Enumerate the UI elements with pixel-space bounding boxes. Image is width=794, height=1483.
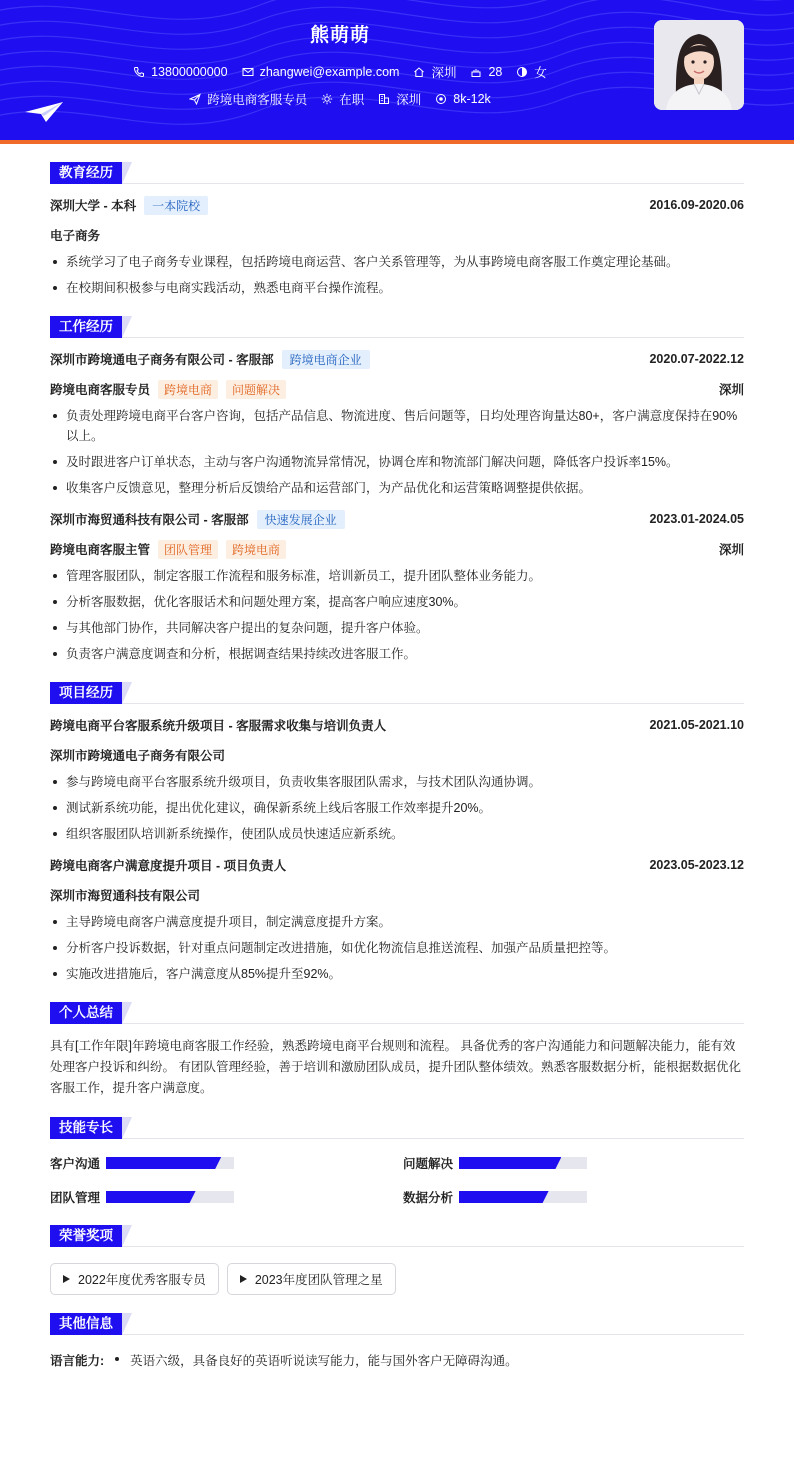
project-row [50,856,744,874]
job-bullets [50,566,744,664]
list-item: 分析客户投诉数据，针对重点问题制定改进措施，如优化物流信息推送流程、加强产品质量把控等。 [50,938,744,958]
job-title-info [189,90,307,108]
skills-section [50,1117,744,1207]
list-item: 分析客服数据，优化客服话术和问题处理方案，提高客户响应速度30%。 [50,592,744,612]
project-name: 跨境电商平台客服系统升级项目 - 客服需求收集与培训负责人 [50,719,387,733]
header-accent-line [0,140,794,144]
status-info [321,90,364,108]
company-name: 深圳市海贸通科技有限公司 - 客服部 [50,513,249,527]
section-title: 其他信息 [50,1313,122,1335]
project-bullets [50,912,744,984]
project-company: 深圳市海贸通科技有限公司 [50,889,201,903]
award-item[interactable] [227,1263,396,1295]
status-icon [321,93,333,105]
salary-value: 8k-12k [453,92,491,106]
language-value: 英语六级，具备良好的英语听说读写能力，能与国外客户无障碍沟通。 [112,1351,518,1369]
company-tag: 快速发展企业 [257,510,345,529]
city-info [413,63,456,81]
job-intent-row [0,90,680,108]
job-role-row [50,540,744,558]
project-bullets [50,772,744,844]
section-title: 荣誉奖项 [50,1225,122,1247]
section-header [50,682,744,704]
list-item: 负责处理跨境电商平台客户咨询，包括产品信息、物流进度、售后问题等，日均处理咨询量达80+，客户满意度保持在90%以上。 [50,406,744,446]
list-item: 实施改进措施后，客户满意度从85%提升至92%。 [50,964,744,984]
job-city: 深圳 [718,543,744,557]
other-section [50,1313,744,1369]
work-section [50,316,744,664]
email-info [242,63,400,81]
list-item: 及时跟进客户订单状态，主动与客户沟通物流异常情况，协调仓库和物流部门解决问题，降低客户投诉率15%。 [50,452,744,472]
skill-fill [459,1191,549,1203]
role-tag: 问题解决 [226,380,286,399]
project-period: 2023.05-2023.12 [649,858,744,872]
summary-section [50,1002,744,1099]
job-title-value: 跨境电商客服专员 [207,93,308,107]
school-name: 深圳大学 - 本科 [50,199,137,213]
major-row [50,226,744,244]
age-icon [470,66,482,78]
award-label: 2022年度优秀客服专员 [78,1273,206,1287]
section-header [50,1225,744,1247]
skill-fill [459,1157,561,1169]
status-value: 在职 [339,93,365,107]
section-title: 教育经历 [50,162,122,184]
phone-value: 13800000000 [151,65,228,79]
contact-row [0,63,680,81]
phone-info [133,63,227,81]
work-city-value: 深圳 [396,93,422,107]
role-tag: 跨境电商 [226,540,286,559]
list-item: 参与跨境电商平台客服系统升级项目，负责收集客服团队需求，与技术团队沟通协调。 [50,772,744,792]
projects-section [50,682,744,984]
list-item: 测试新系统功能，提出优化建议，确保新系统上线后客服工作效率提升20%。 [50,798,744,818]
project-company: 深圳市跨境通电子商务有限公司 [50,749,226,763]
building-icon [378,93,390,105]
avatar-illustration [654,20,744,110]
skills-grid [50,1153,744,1207]
list-item: 负责客户满意度调查和分析，根据调查结果持续改进客服工作。 [50,644,744,664]
phone-icon [133,66,145,78]
project-period: 2021.05-2021.10 [649,718,744,732]
skill-bar [459,1157,587,1169]
school-tag: 一本院校 [144,196,208,215]
project-name: 跨境电商客户满意度提升项目 - 项目负责人 [50,859,287,873]
age-info [470,63,502,81]
project-company-row [50,746,744,764]
skill-name: 客户沟通 [50,1157,101,1171]
section-header [50,1002,744,1024]
paper-plane-icon [24,100,64,124]
project-company-row [50,886,744,904]
age-value: 28 [488,65,503,79]
play-triangle-icon [63,1275,70,1283]
skill-name: 问题解决 [403,1157,454,1171]
send-icon [189,93,201,105]
salary-icon [435,93,447,105]
section-header [50,316,744,338]
list-item: 与其他部门协作，共同解决客户提出的复杂问题，提升客户体验。 [50,618,744,638]
job-period: 2023.01-2024.05 [649,512,744,526]
skill-bar [459,1191,587,1203]
section-header [50,162,744,184]
skill-bar [106,1191,234,1203]
education-bullets [50,252,744,298]
salary-info [435,90,491,108]
awards-section [50,1225,744,1295]
work-city-info [378,90,421,108]
project-row [50,716,744,734]
list-item: 系统学习了电子商务专业课程，包括跨境电商运营、客户关系管理等，为从事跨境电商客服工作奠定理论基础。 [50,252,744,272]
job-role: 跨境电商客服主管 [50,543,151,557]
skill-item [403,1153,744,1173]
language-row [50,1351,744,1369]
section-title: 技能专长 [50,1117,122,1139]
list-item: 组织客服团队培训新系统操作，使团队成员快速适应新系统。 [50,824,744,844]
award-item[interactable] [50,1263,219,1295]
section-header [50,1117,744,1139]
email-value: zhangwei@example.com [259,65,400,79]
resume-body [0,162,794,1369]
mail-icon [242,66,254,78]
home-icon [413,66,425,78]
skill-fill [106,1191,196,1203]
job-city: 深圳 [718,383,744,397]
role-tag: 跨境电商 [158,380,218,399]
company-tag: 跨境电商企业 [282,350,370,369]
company-name: 深圳市跨境通电子商务有限公司 - 客服部 [50,353,274,367]
education-row [50,196,744,214]
list-item: 收集客户反馈意见，整理分析后反馈给产品和运营部门，为产品优化和运营策略调整提供依据。 [50,478,744,498]
education-section [50,162,744,298]
job-period: 2020.07-2022.12 [649,352,744,366]
candidate-name: 熊萌萌 [309,25,370,46]
list-item: 在校期间积极参与电商实践活动，熟悉电商平台操作流程。 [50,278,744,298]
award-label: 2023年度团队管理之星 [254,1273,383,1287]
job-company-row [50,510,744,528]
skill-name: 团队管理 [50,1191,101,1205]
gender-info [516,63,547,81]
skill-bar [106,1157,234,1169]
section-title: 项目经历 [50,682,122,704]
job-company-row [50,350,744,368]
job-role-row [50,380,744,398]
major-name: 电子商务 [50,229,101,243]
job-bullets [50,406,744,498]
section-title: 工作经历 [50,316,122,338]
job-role: 跨境电商客服专员 [50,383,151,397]
skill-item [50,1153,403,1173]
gender-icon [516,66,528,78]
language-label: 语言能力: [50,1354,105,1368]
list-item: 管理客服团队，制定客服工作流程和服务标准，培训新员工，提升团队整体业务能力。 [50,566,744,586]
section-header [50,1313,744,1335]
skill-name: 数据分析 [403,1191,454,1205]
list-item: 主导跨境电商客户满意度提升项目，制定满意度提升方案。 [50,912,744,932]
section-title: 个人总结 [50,1002,122,1024]
skill-fill [106,1157,221,1169]
resume-header [0,0,794,140]
awards-list [50,1263,744,1295]
role-tag: 团队管理 [158,540,218,559]
education-period: 2016.09-2020.06 [649,198,744,212]
gender-value: 女 [534,66,547,80]
play-triangle-icon [240,1275,247,1283]
summary-text: 具有[工作年限]年跨境电商客服工作经验，熟悉跨境电商平台规则和流程。 具备优秀的客户沟通能力和问题解决能力，能有效处理客户投诉和纠纷。 有团队管理经验，善于培训和激励团队成员，提升团队整体绩效。熟悉客服数据分析，能根据数据优化客服工作，提升客户满意度。 [50,1039,741,1095]
skill-item [403,1187,744,1207]
skill-item [50,1187,403,1207]
city-value: 深圳 [431,66,457,80]
profile-photo [654,20,744,110]
